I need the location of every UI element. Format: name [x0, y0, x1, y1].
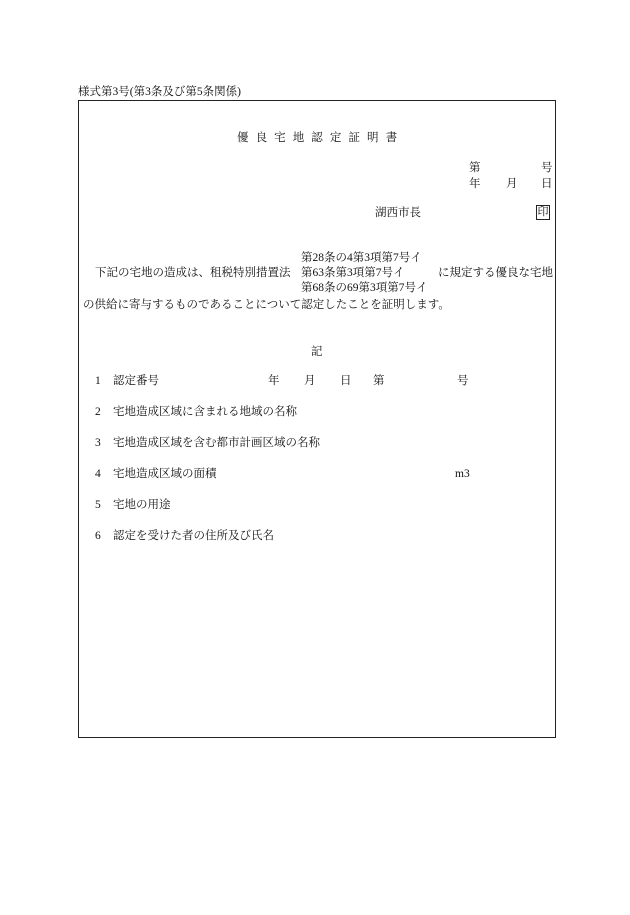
item-1-number-suffix: 号: [457, 375, 469, 387]
item-label-city-planning-area: 宅地造成区域を含む都市計画区域の名称: [113, 437, 320, 449]
item-label-certified-party: 認定を受けた者の住所及び氏名: [113, 530, 274, 542]
form-label: 様式第3号(第3条及び第5条関係): [78, 86, 241, 98]
item-4-unit: m3: [455, 468, 470, 480]
item-1-number-prefix: 第: [373, 375, 385, 387]
statement-article-2: 第63条第3項第7号イ: [301, 267, 405, 279]
item-1-day: 日: [340, 375, 352, 387]
statement-article-3: 第68条の69第3項第7号イ: [301, 282, 428, 294]
statement-article-1: 第28条の4第3項第7号イ: [301, 252, 422, 264]
certificate-number-prefix: 第: [469, 162, 481, 174]
statement-continuation: の供給に寄与するものであることについて認定したことを証明します。: [83, 299, 450, 311]
statement-intro: 下記の宅地の造成は、租税特別措置法: [95, 267, 291, 279]
item-number: 2: [95, 406, 101, 418]
item-number: 3: [95, 437, 101, 449]
certificate-number-suffix: 号: [541, 162, 553, 174]
certificate-title: 優 良 宅 地 認 定 証 明 書: [237, 132, 400, 144]
issue-date-day: 日: [541, 178, 553, 190]
item-1-month: 月: [304, 375, 316, 387]
item-label-land-use: 宅地の用途: [113, 499, 171, 511]
statement-suffix: に規定する優良な宅地: [438, 267, 553, 279]
item-number: 5: [95, 499, 101, 511]
item-label-area-names: 宅地造成区域に含まれる地域の名称: [113, 406, 297, 418]
item-number: 6: [95, 530, 101, 542]
issue-date-year: 年: [469, 178, 481, 190]
issuer-name: 湖西市長: [375, 207, 421, 219]
item-number: 4: [95, 468, 101, 480]
item-number: 1: [95, 375, 101, 387]
note-heading: 記: [311, 346, 323, 358]
seal-mark: 印: [537, 206, 549, 218]
item-label-certification-number: 認定番号: [113, 375, 159, 387]
item-label-development-area-size: 宅地造成区域の面積: [113, 468, 217, 480]
item-1-year: 年: [268, 375, 280, 387]
certificate-frame: [78, 100, 556, 738]
issue-date-month: 月: [506, 178, 518, 190]
